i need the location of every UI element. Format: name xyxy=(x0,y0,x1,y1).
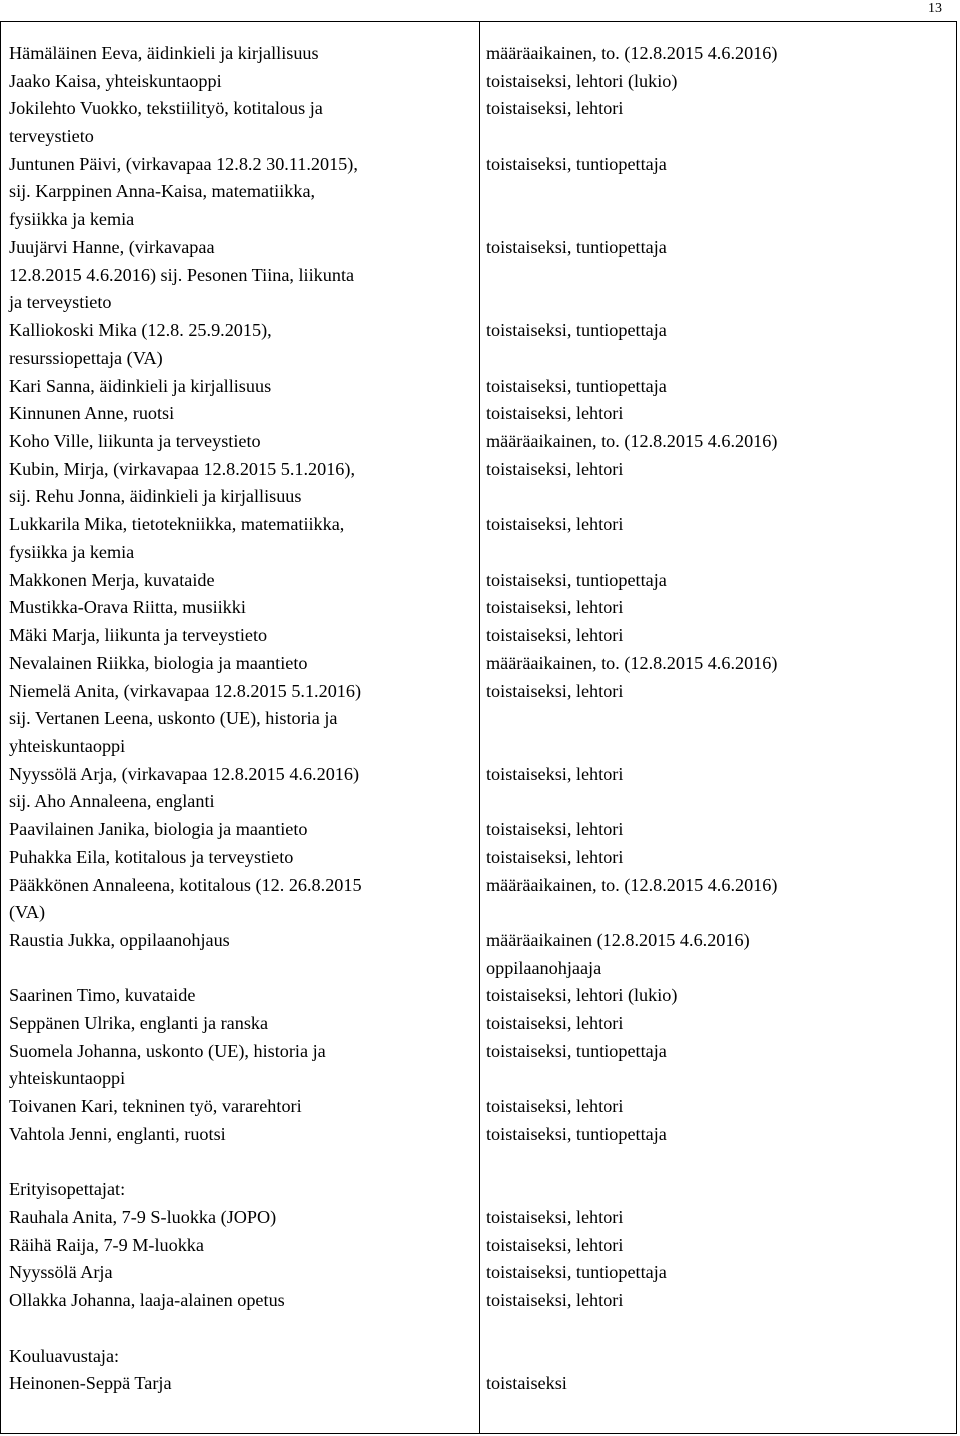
staff-line: Kari Sanna, äidinkieli ja kirjallisuus xyxy=(9,376,272,396)
staff-line: Jokilehto Vuokko, tekstiilityö, kotitalous ja xyxy=(9,98,323,118)
staff-line: (VA) xyxy=(9,902,46,922)
status-line: oppilaanohjaaja xyxy=(486,958,602,978)
status-line: toistaiseksi, lehtori xyxy=(486,1013,624,1033)
status-line: toistaiseksi, lehtori xyxy=(486,1235,624,1255)
staff-line: 12.8.2015 4.6.2016) sij. Pesonen Tiina, liikunta xyxy=(9,265,355,285)
staff-line: Makkonen Merja, kuvataide xyxy=(9,570,215,590)
staff-line: sij. Vertanen Leena, uskonto (UE), historia ja xyxy=(9,708,338,728)
staff-line: yhteiskuntaoppi xyxy=(9,736,126,756)
staff-line: Raustia Jukka, oppilaanohjaus xyxy=(9,930,230,950)
staff-line: Pääkkönen Annaleena, kotitalous (12. 26.8.2015 xyxy=(9,875,362,895)
status-line: toistaiseksi, lehtori (lukio) xyxy=(486,71,678,91)
status-line: toistaiseksi, lehtori xyxy=(486,514,624,534)
staff-line: Toivanen Kari, tekninen työ, vararehtori xyxy=(9,1096,302,1116)
staff-line: Niemelä Anita, (virkavapaa 12.8.2015 5.1.2016) xyxy=(9,681,362,701)
status-line: toistaiseksi, tuntiopettaja xyxy=(486,570,667,590)
staff-line: Lukkarila Mika, tietotekniikka, matematiikka, xyxy=(9,514,345,534)
staff-line: Mäki Marja, liikunta ja terveystieto xyxy=(9,625,268,645)
status-line: toistaiseksi, tuntiopettaja xyxy=(486,376,667,396)
status-line: toistaiseksi, lehtori xyxy=(486,597,624,617)
status-line: toistaiseksi, lehtori xyxy=(486,98,624,118)
staff-line: Rauhala Anita, 7-9 S-luokka (JOPO) xyxy=(9,1207,277,1227)
status-line: toistaiseksi, lehtori xyxy=(486,819,624,839)
staff-line: Kubin, Mirja, (virkavapaa 12.8.2015 5.1.2016), xyxy=(9,459,355,479)
staff-line: fysiikka ja kemia xyxy=(9,209,135,229)
staff-line: Suomela Johanna, uskonto (UE), historia ja xyxy=(9,1041,326,1061)
status-line: toistaiseksi, lehtori xyxy=(486,681,624,701)
staff-line: Kinnunen Anne, ruotsi xyxy=(9,403,175,423)
status-line: toistaiseksi, tuntiopettaja xyxy=(486,1124,667,1144)
staff-line: Räihä Raija, 7-9 M-luokka xyxy=(9,1235,204,1255)
staff-line: Saarinen Timo, kuvataide xyxy=(9,985,196,1005)
status-line: määräaikainen, to. (12.8.2015 4.6.2016) xyxy=(486,43,778,63)
staff-line: Juntunen Päivi, (virkavapaa 12.8.2 30.11.2015), xyxy=(9,154,358,174)
staff-line: Vahtola Jenni, englanti, ruotsi xyxy=(9,1124,226,1144)
staff-line: Nevalainen Riikka, biologia ja maantieto xyxy=(9,653,308,673)
staff-line: resurssiopettaja (VA) xyxy=(9,348,163,368)
status-line: määräaikainen, to. (12.8.2015 4.6.2016) xyxy=(486,875,778,895)
staff-line: sij. Rehu Jonna, äidinkieli ja kirjallisuus xyxy=(9,486,302,506)
staff-line: Nyyssölä Arja, (virkavapaa 12.8.2015 4.6.2016) xyxy=(9,764,360,784)
status-line: toistaiseksi, tuntiopettaja xyxy=(486,320,667,340)
status-line: toistaiseksi, lehtori xyxy=(486,1096,624,1116)
staff-line: Seppänen Ulrika, englanti ja ranska xyxy=(9,1013,269,1033)
staff-line: Heinonen-Seppä Tarja xyxy=(9,1373,172,1393)
status-line: toistaiseksi, lehtori xyxy=(486,459,624,479)
staff-line: Jaako Kaisa, yhteiskuntaoppi xyxy=(9,71,222,91)
status-line: toistaiseksi, lehtori xyxy=(486,1207,624,1227)
column-divider xyxy=(479,22,480,1433)
status-line: toistaiseksi, lehtori xyxy=(486,1290,624,1310)
staff-line: ja terveystieto xyxy=(9,292,112,312)
staff-line: Erityisopettajat: xyxy=(9,1179,126,1199)
status-line: määräaikainen (12.8.2015 4.6.2016) xyxy=(486,930,750,950)
staff-line: Kouluavustaja: xyxy=(9,1346,120,1366)
status-line: toistaiseksi xyxy=(486,1373,567,1393)
staff-line: fysiikka ja kemia xyxy=(9,542,135,562)
staff-line: Nyyssölä Arja xyxy=(9,1262,113,1282)
status-line: toistaiseksi, lehtori xyxy=(486,403,624,423)
staff-line: terveystieto xyxy=(9,126,94,146)
status-line: määräaikainen, to. (12.8.2015 4.6.2016) xyxy=(486,653,778,673)
staff-line: sij. Aho Annaleena, englanti xyxy=(9,791,215,811)
staff-line: sij. Karppinen Anna-Kaisa, matematiikka, xyxy=(9,181,316,201)
staff-line: Koho Ville, liikunta ja terveystieto xyxy=(9,431,261,451)
status-line: toistaiseksi, lehtori xyxy=(486,625,624,645)
staff-line: Juujärvi Hanne, (virkavapaa xyxy=(9,237,215,257)
status-line: toistaiseksi, tuntiopettaja xyxy=(486,237,667,257)
status-line: määräaikainen, to. (12.8.2015 4.6.2016) xyxy=(486,431,778,451)
staff-line: Ollakka Johanna, laaja-alainen opetus xyxy=(9,1290,285,1310)
status-line: toistaiseksi, lehtori (lukio) xyxy=(486,985,678,1005)
staff-line: Puhakka Eila, kotitalous ja terveystieto xyxy=(9,847,294,867)
status-line: toistaiseksi, lehtori xyxy=(486,764,624,784)
status-line: toistaiseksi, tuntiopettaja xyxy=(486,154,667,174)
status-line: toistaiseksi, tuntiopettaja xyxy=(486,1041,667,1061)
staff-line: Mustikka-Orava Riitta, musiikki xyxy=(9,597,246,617)
status-line: toistaiseksi, tuntiopettaja xyxy=(486,1262,667,1282)
page-number: 13 xyxy=(928,1,942,16)
staff-line: Hämäläinen Eeva, äidinkieli ja kirjallisuus xyxy=(9,43,319,63)
staff-line: Kalliokoski Mika (12.8. 25.9.2015), xyxy=(9,320,272,340)
staff-line: yhteiskuntaoppi xyxy=(9,1068,126,1088)
staff-line: Paavilainen Janika, biologia ja maantieto xyxy=(9,819,308,839)
status-line: toistaiseksi, lehtori xyxy=(486,847,624,867)
